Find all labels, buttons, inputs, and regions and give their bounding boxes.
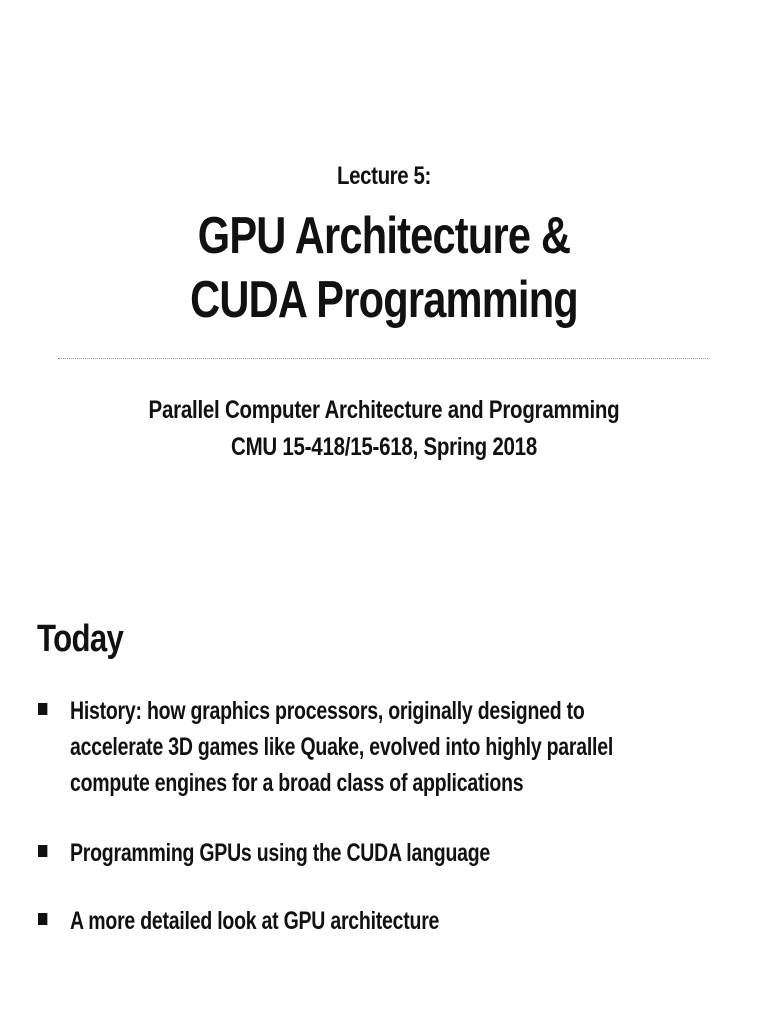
square-bullet-icon [38,703,47,715]
agenda-item-text [70,835,710,871]
course-name: Parallel Computer Architecture and Programming [148,396,620,424]
agenda-item-text [70,903,710,939]
agenda-item-line: accelerate 3D games like Quake, evolved into highly parallel [69,733,614,761]
lecture-title-line-1: GPU Architecture & [197,207,571,265]
lecture-title-line-2: CUDA Programming [190,271,578,329]
agenda-item-line: History: how graphics processors, originally designed to [69,697,585,725]
agenda-item-line: Programming GPUs using the CUDA language [69,839,491,867]
lecture-title [77,204,691,332]
agenda-item-line: compute engines for a broad class of applications [69,769,524,797]
square-bullet-icon [38,845,47,857]
agenda-item-line: A more detailed look at GPU architecture [69,907,440,935]
square-bullet-icon [38,913,47,925]
course-term: CMU 15-418/15-618, Spring 2018 [231,433,537,461]
agenda-heading: Today [37,618,124,660]
agenda-item-text [70,693,710,801]
lecture-label: Lecture 5: [337,162,431,190]
agenda-slide [0,580,768,1024]
title-divider [58,358,708,359]
